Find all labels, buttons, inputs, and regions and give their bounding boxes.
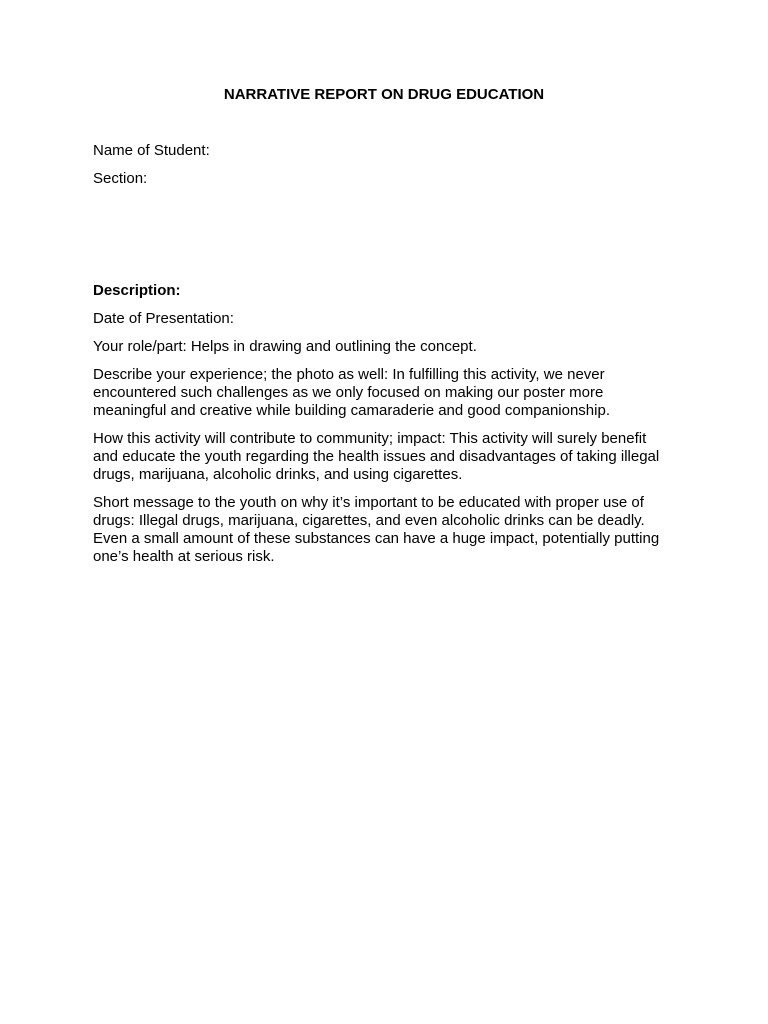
message-paragraph: Short message to the youth on why it’s important to be educated with proper use of drugs: Illegal drugs, marijuana, cigarettes, and even alcoholic drinks can be deadly. Even a small amount of these substances can have a huge impact, potentially putting one’s health at serious risk. — [93, 494, 660, 565]
experience-paragraph: Describe your experience; the photo as well: In fulfilling this activity, we never encountered such challenges as we only focused on making our poster more meaningful and creative while building camaraderie and good companionship. — [93, 366, 610, 419]
description-heading: Description: — [93, 282, 181, 299]
document-title: NARRATIVE REPORT ON DRUG EDUCATION — [223, 86, 545, 103]
date-of-presentation-label: Date of Presentation: — [93, 310, 234, 327]
contribution-paragraph: How this activity will contribute to community; impact: This activity will surely benefit and educate the youth regarding the health issues and disadvantages of taking illegal drugs, marijuana, alcoholic drinks, and using cigarettes. — [93, 430, 660, 483]
section-label: Section: — [93, 170, 148, 187]
role-paragraph: Your role/part: Helps in drawing and outlining the concept. — [93, 338, 477, 355]
name-of-student-label: Name of Student: — [93, 142, 210, 159]
